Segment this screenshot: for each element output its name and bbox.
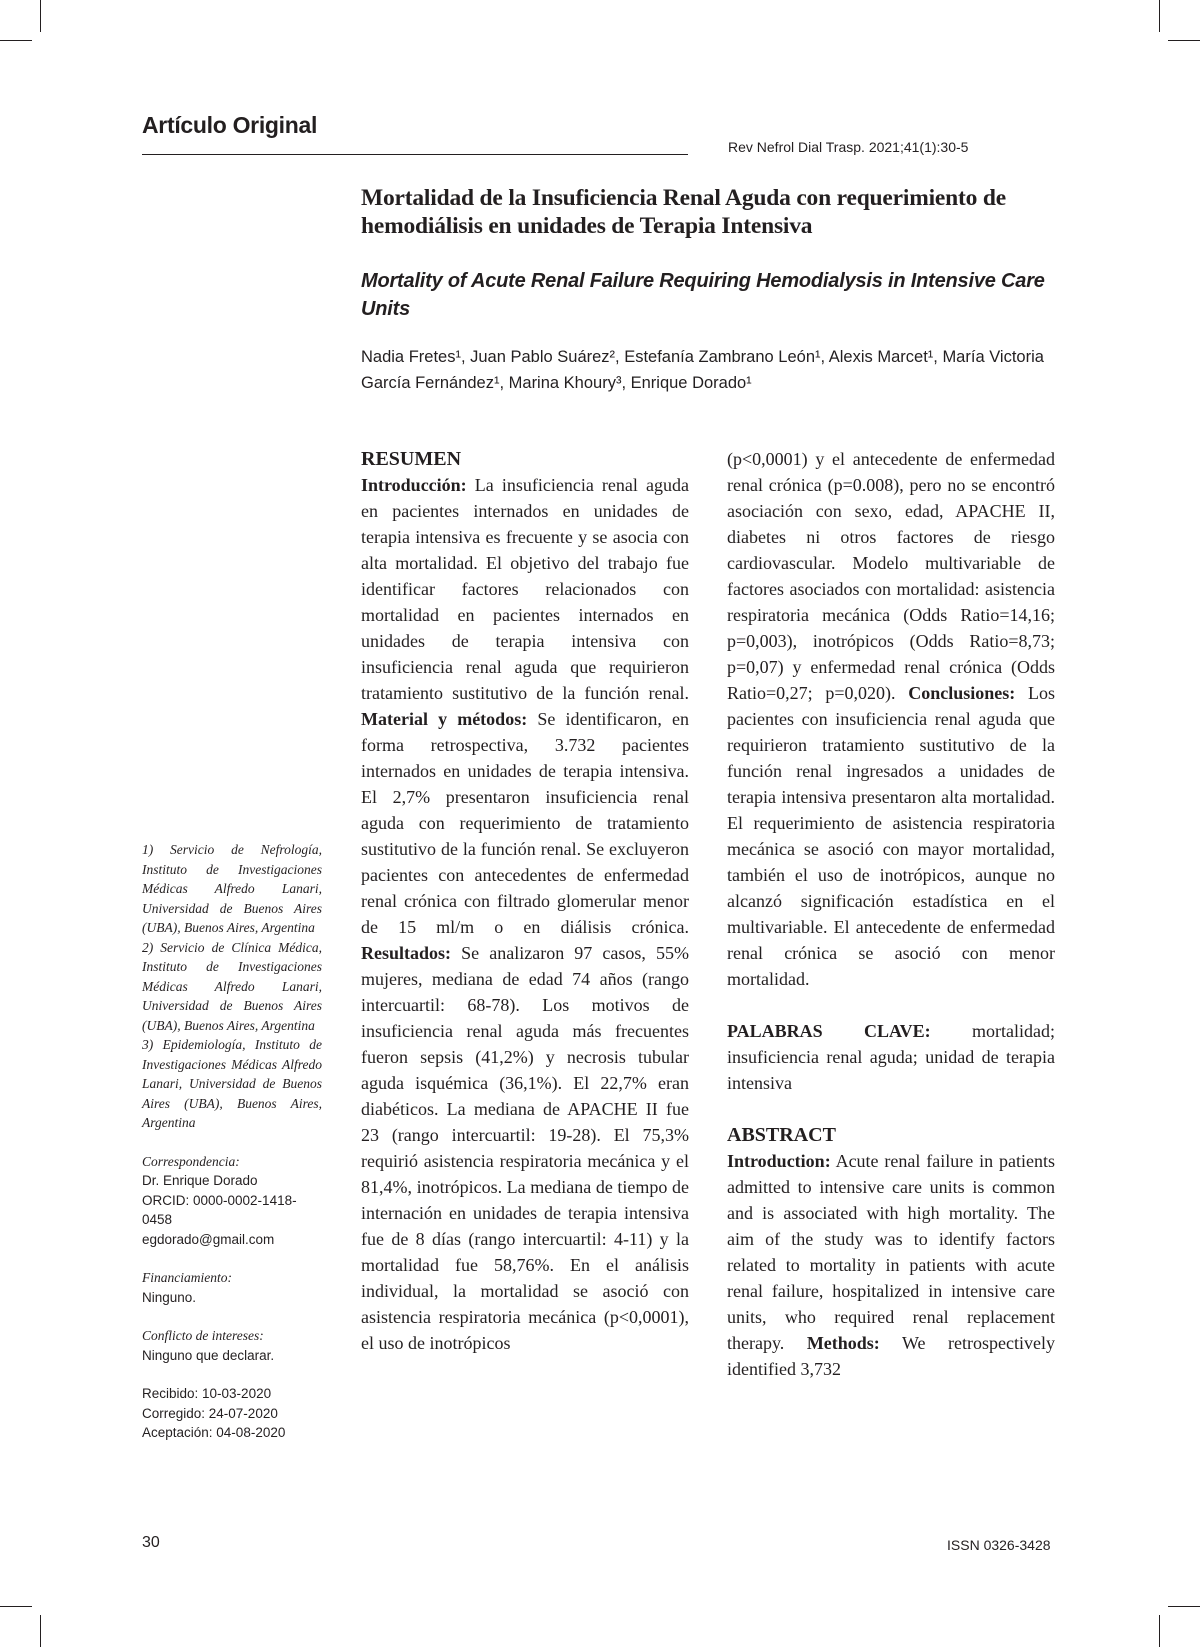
- author-list: Nadia Fretes¹, Juan Pablo Suárez², Estefanía Zambrano León¹, Alexis Marcet¹, María Victoria García Fernández¹, Marina Khoury³, Enrique Dorado¹: [361, 348, 1044, 392]
- affiliation-3: 3) Epidemiología, Instituto de Investigaciones Médicas Alfredo Lanari, Universidad de Buenos Aires (UBA), Buenos Aires, Argentina: [142, 1037, 322, 1130]
- correspondence-orcid: ORCID: 0000-0002-1418-0458: [142, 1192, 297, 1227]
- intro-label: Introducción:: [361, 475, 467, 495]
- crop-mark: [40, 0, 41, 32]
- methods-text: Se identificaron, en forma retrospectiva, 3.732 pacientes internados en unidades de terapia intensiva. El 2,7% presentaron insuficiencia renal aguda con requerimiento de tratamiento sustitutivo de la función renal. Se excluyeron pacientes con antecedentes de enfermedad renal crónica con filtrado glomerular menor de 15 ml/m o en diálisis crónica.: [361, 709, 690, 937]
- crop-mark: [1159, 1615, 1160, 1647]
- abstract-intro-label: Introduction:: [727, 1151, 831, 1171]
- results-label: Resultados:: [361, 943, 452, 963]
- conclusions-text: Los pacientes con insuficiencia renal aguda que requirieron tratamiento sustitutivo de la función renal ingresados a unidades de terapia intensiva presentaron alta mortalidad. El requerimiento de asistencia respiratoria mecánica se asoció con mayor mortalidad, también el uso de inotrópicos, aunque no alcanzó significación estadística en el multivariable. El antecedente de enfermedad renal crónica se asoció con menor mortalidad.: [727, 683, 1056, 989]
- journal-citation: Rev Nefrol Dial Trasp. 2021;41(1):30-5: [728, 139, 969, 155]
- abstract-methods-text: We retrospectively identified 3,732: [727, 1333, 1055, 1379]
- date-corrected: Corregido: 24-07-2020: [142, 1405, 278, 1421]
- resumen-heading: RESUMEN: [361, 448, 462, 470]
- crop-mark: [1159, 0, 1160, 32]
- date-accepted: Aceptación: 04-08-2020: [142, 1425, 286, 1440]
- crop-mark: [1168, 40, 1200, 41]
- correspondence-label: Correspondencia:: [142, 1153, 240, 1169]
- resumen-continued: [727, 446, 1055, 992]
- intro-text: La insuficiencia renal aguda en pacientes internados en unidades de terapia intensiva es frecuente y se asocia con alta mortalidad. El objetivo del trabajo fue identificar factores relacionados con mortalidad en pacientes internados en unidades de terapia intensiva con insuficiencia renal aguda que requirieron tratamiento sustitutivo de la función renal.: [361, 475, 689, 703]
- abstract-methods-label: Methods:: [806, 1333, 880, 1353]
- crop-mark: [40, 1615, 41, 1647]
- abstract-intro-text: Acute renal failure in patients admitted to intensive care units is common and is associated with high mortality. The aim of the study was to identify factors related to mortality in patients with acute renal failure, hospitalized in intensive care units, who required renal replacement therapy.: [727, 1151, 1055, 1353]
- header-rule: [142, 154, 688, 155]
- affiliation-1: 1) Servicio de Nefrología, Instituto de Investigaciones Médicas Alfredo Lanari, Universidad de Buenos Aires (UBA), Buenos Aires, Argentina: [142, 842, 322, 935]
- abstract-heading: ABSTRACT: [727, 1124, 836, 1146]
- keywords: [727, 1018, 1055, 1096]
- resumen-paragraph: [361, 472, 689, 1356]
- correspondence-email[interactable]: egdorado@gmail.com: [142, 1231, 275, 1247]
- page-number: 30: [142, 1534, 160, 1551]
- crop-mark: [0, 1606, 32, 1607]
- article-subtitle: Mortality of Acute Renal Failure Requiring Hemodialysis in Intensive Care Units: [361, 270, 1045, 320]
- conflict-value: Ninguno que declarar.: [142, 1347, 275, 1363]
- results-text-left: Se analizaron 97 casos, 55% mujeres, mediana de edad 74 años (rango intercuartil: 68-78). Los motivos de insuficiencia renal aguda más frecuentes fueron sepsis (41,2%) y necrosis tubular aguda isquémica (36,1%). El 22,7% eran diabéticos. La mediana de APACHE II fue 23 (rango intercuartil: 19-28). El 75,3% requirió asistencia respiratoria mecánica y el 81,4%, inotrópicos. La mediana de tiempo de internación en unidades de terapia intensiva fue de 8 días (rango intercuartil: 4-11) y la mortalidad fue 58,76%. En el análisis individual, la mortalidad se asoció con asistencia respiratoria mecánica (p<0,0001), el uso de inotrópicos: [361, 943, 689, 1353]
- date-received: Recibido: 10-03-2020: [142, 1386, 272, 1401]
- correspondence-name: Dr. Enrique Dorado: [142, 1173, 258, 1188]
- keywords-label: PALABRAS CLAVE:: [727, 1021, 931, 1041]
- funding-label: Financiamiento:: [142, 1270, 232, 1285]
- sidebar: [142, 840, 322, 1443]
- article-title: Mortalidad de la Insuficiencia Renal Aguda con requerimiento de hemodiálisis en unidades de Terapia Intensiva: [361, 185, 1006, 239]
- crop-mark: [0, 40, 32, 41]
- conclusions-label: Conclusiones:: [908, 683, 1016, 703]
- affiliation-2: 2) Servicio de Clínica Médica, Instituto de Investigaciones Médicas Alfredo Lanari, Universidad de Buenos Aires (UBA), Buenos Aires, Argentina: [142, 939, 322, 1033]
- body-column-right: [727, 446, 1055, 1382]
- crop-mark: [1168, 1606, 1200, 1607]
- section-label: Artículo Original: [142, 112, 318, 138]
- abstract-paragraph: [727, 1148, 1055, 1382]
- conflict-label: Conflicto de intereses:: [142, 1328, 264, 1343]
- keywords-text: mortalidad; insuficiencia renal aguda; unidad de terapia intensiva: [727, 1021, 1055, 1093]
- results-text-right: (p<0,0001) y el antecedente de enfermedad renal crónica (p=0.008), pero no se encontró asociación con sexo, edad, APACHE II, diabetes ni otros factores de riesgo cardiovascular. Modelo multivariable de factores asociados con mortalidad: asistencia respiratoria mecánica (Odds Ratio=14,16; p=0,003), inotrópicos (Odds Ratio=8,73; p=0,07) y enfermedad renal crónica (Odds Ratio=0,27; p=0,020).: [727, 449, 1055, 703]
- issn: ISSN 0326-3428: [947, 1537, 1051, 1553]
- methods-label: Material y métodos:: [361, 709, 528, 729]
- funding-value: Ninguno.: [142, 1289, 197, 1305]
- body-column-left: [361, 446, 689, 1356]
